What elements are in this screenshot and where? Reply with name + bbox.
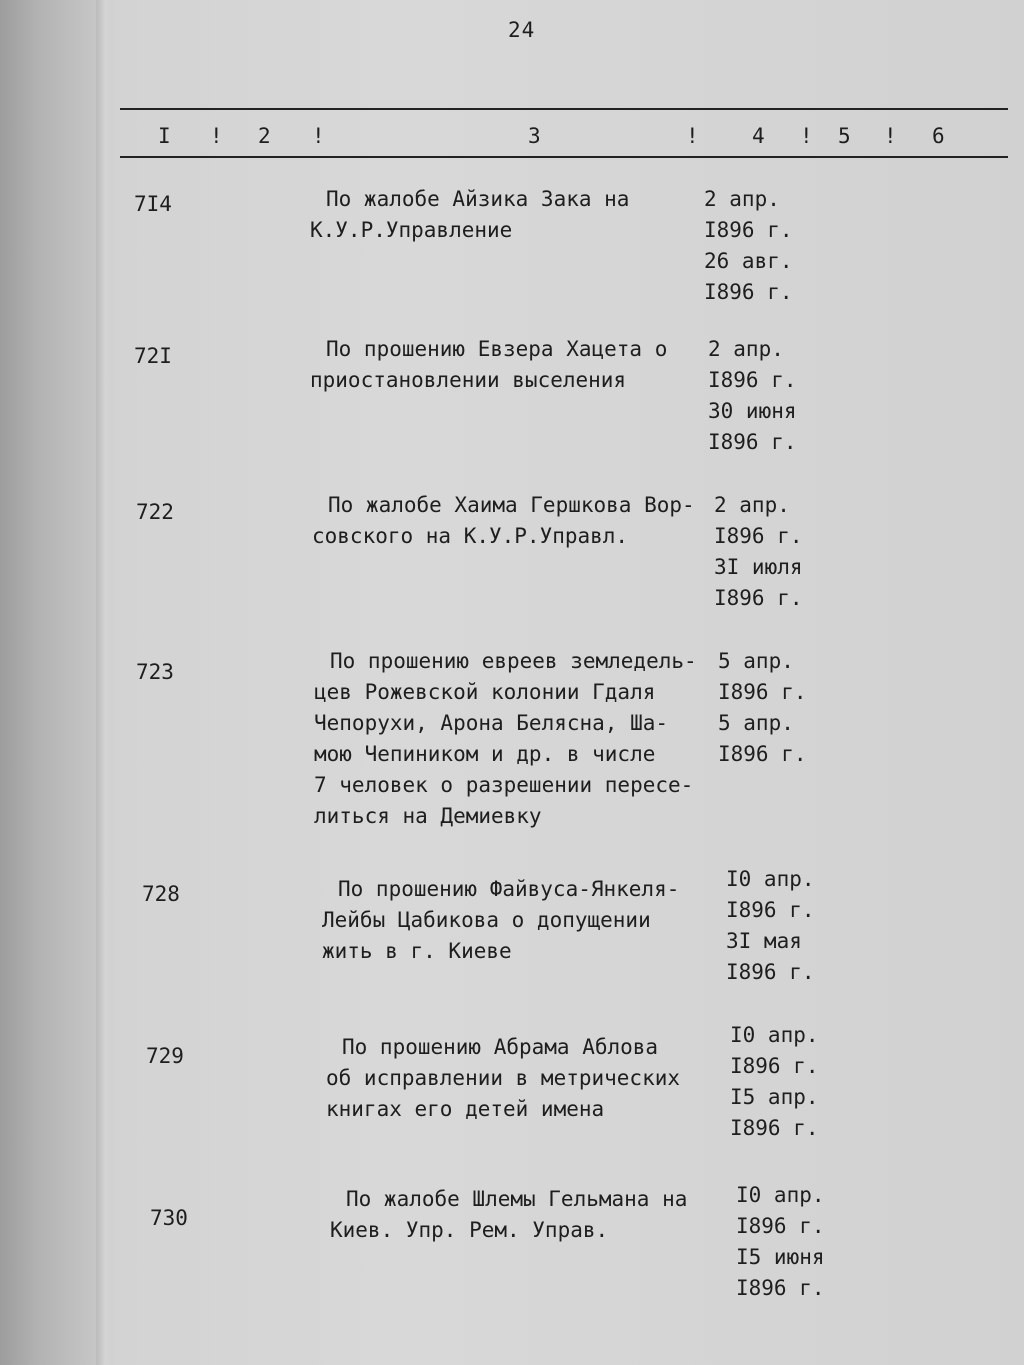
entry-dates: 5 апр. I896 г. 5 апр. I896 г. (718, 649, 807, 766)
entry-dates: 2 апр. I896 г. 26 авг. I896 г. (704, 187, 793, 304)
entry-number: 728 (142, 882, 180, 906)
entry-dates: 2 апр. I896 г. 30 июня I896 г. (708, 337, 797, 454)
entry-description: По прошению Евзера Хацета о приостановлении выселения (310, 337, 668, 392)
entry-dates: I0 апр. I896 г. I5 апр. I896 г. (730, 1023, 819, 1140)
header-col-4: 4 (752, 124, 765, 148)
header-col-3: 3 (528, 124, 541, 148)
entry-dates: I0 апр. I896 г. 3I мая I896 г. (726, 867, 815, 984)
entry-description: По прошению Файвуса-Янкеля- Лейбы Цабикова о допущении жить в г. Киеве (322, 877, 680, 963)
header-separator: ! (884, 124, 897, 148)
header-separator: ! (800, 124, 813, 148)
header-bottom-rule (120, 156, 1008, 158)
entry-description: По жалобе Айзика Зака на К.У.Р.Управление (310, 187, 630, 242)
entry-description: По жалобе Хаима Гершкова Вор- совского на К.У.Р.Управл. (312, 493, 695, 548)
entry-number: 722 (136, 500, 174, 524)
entry-number: 730 (150, 1206, 188, 1230)
entry-description: По прошению Абрама Аблова об исправлении в метрических книгах его детей имена (326, 1035, 681, 1121)
entry-number: 723 (136, 660, 174, 684)
header-col-2: 2 (258, 124, 271, 148)
entry-description: По прошению евреев земледель- цев Рожевской колонии Гдаля Чепорухи, Арона Белясна, Ша- мою Чепиником и др. в числе 7 человек о разрешении пересе- литься на Демиевку (314, 649, 697, 828)
entry-number: 7I4 (134, 192, 172, 216)
header-separator: ! (210, 124, 223, 148)
header-col-1: I (158, 124, 171, 148)
entry-number: 729 (146, 1044, 184, 1068)
entry-description: По жалобе Шлемы Гельмана на Киев. Упр. Рем. Управ. (330, 1187, 688, 1242)
header-top-rule (120, 108, 1008, 110)
entry-dates: I0 апр. I896 г. I5 июня I896 г. (736, 1183, 825, 1300)
page-fold-shadow (96, 0, 114, 1365)
entry-number: 72I (134, 344, 172, 368)
page-number: 24 (508, 18, 536, 42)
header-separator: ! (312, 124, 325, 148)
entry-dates: 2 апр. I896 г. 3I июля I896 г. (714, 493, 803, 610)
header-col-6: 6 (932, 124, 945, 148)
header-separator: ! (686, 124, 699, 148)
header-col-5: 5 (838, 124, 851, 148)
